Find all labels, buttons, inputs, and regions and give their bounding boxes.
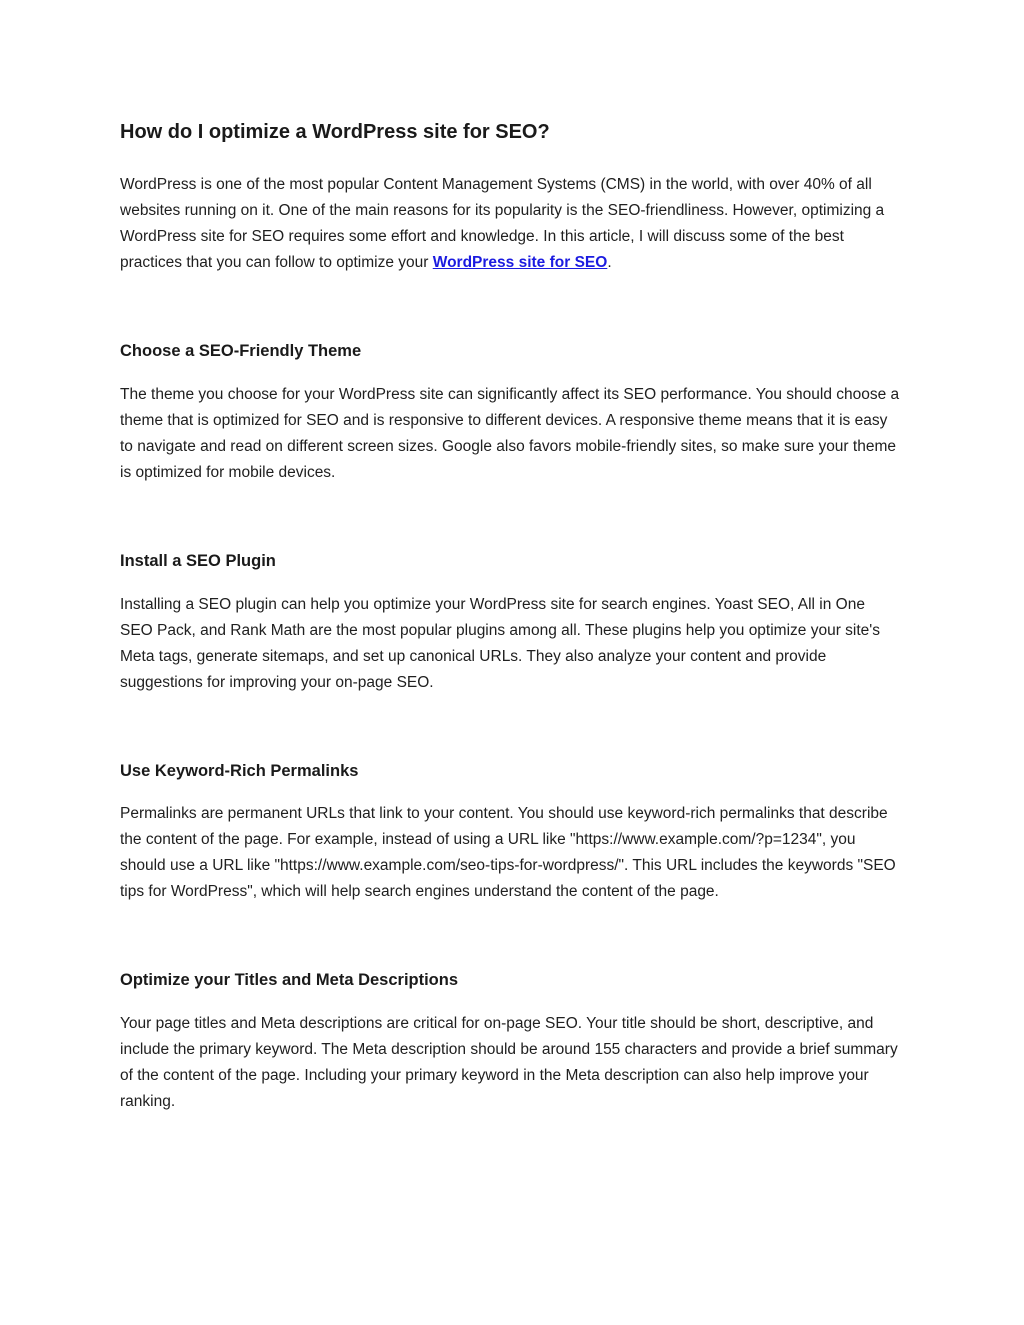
intro-paragraph xyxy=(120,172,902,276)
intro-text-after-link: . xyxy=(607,254,612,271)
section-install-seo-plugin xyxy=(120,552,902,696)
document-content xyxy=(120,120,902,1115)
intro-text-before-link: WordPress is one of the most popular Content Management Systems (CMS) in the world, with over 40% of all websites running on it. One of the main reasons for its popularity is the SEO-friendliness. However, optimizing a WordPress site for SEO requires some effort and knowledge. In this article, I will discuss some of the best practices that you can follow to optimize your xyxy=(120,176,885,271)
section-paragraph: The theme you choose for your WordPress site can significantly affect its SEO performance. You should choose a theme that is optimized for SEO and is responsive to different devices. A responsive theme means that it is easy to navigate and read on different screen sizes. Google also favors mobile-friendly sites, so make sure your theme is optimized for mobile devices. xyxy=(120,385,900,481)
section-heading: Optimize your Titles and Meta Descriptions xyxy=(120,971,459,990)
section-heading: Choose a SEO-Friendly Theme xyxy=(120,342,362,360)
section-use-keyword-rich-permalinks xyxy=(120,762,902,906)
section-paragraph: Your page titles and Meta descriptions are critical for on-page SEO. Your title should be short, descriptive, and include the primary keyword. The Meta description should be around 155 characters and provide a brief summary of the content of the page. Including your primary keyword in the Meta description can also help improve your ranking. xyxy=(120,1015,898,1111)
section-heading: Install a SEO Plugin xyxy=(120,551,276,570)
wordpress-site-for-seo-link[interactable]: WordPress site for SEO xyxy=(432,254,608,271)
section-choose-seo-friendly-theme xyxy=(120,342,902,486)
section-optimize-titles-meta-descriptions xyxy=(120,971,902,1115)
section-paragraph: Permalinks are permanent URLs that link to your content. You should use keyword-rich permalinks that describe the content of the page. For example, instead of using a URL like "https://www.example.com/?p=1234", you should use a URL like "https://www.example.com/seo-tips-for-wordpress/". This URL includes the keywords "SEO tips for WordPress", which will help search engines understand the content of the page. xyxy=(120,805,896,901)
page-title: How do I optimize a WordPress site for SEO? xyxy=(120,121,550,143)
section-heading: Use Keyword-Rich Permalinks xyxy=(120,761,359,780)
section-paragraph: Installing a SEO plugin can help you optimize your WordPress site for search engines. Yoast SEO, All in One SEO Pack, and Rank Math are the most popular plugins among all. These plugins help you optimize your site's Meta tags, generate sitemaps, and set up canonical URLs. They also analyze your content and provide suggestions for improving your on-page SEO. xyxy=(120,595,880,691)
